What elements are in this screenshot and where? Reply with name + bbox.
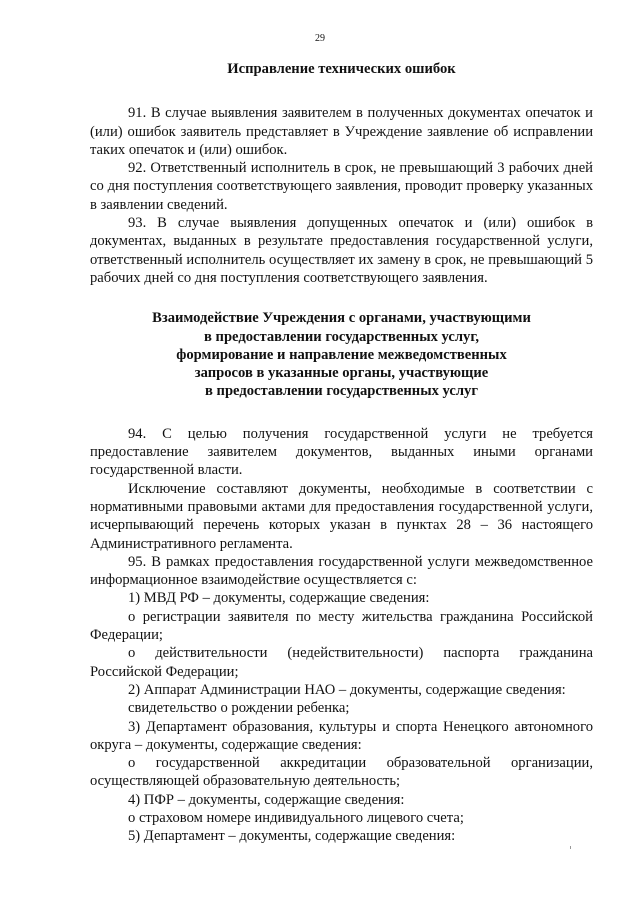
paragraph-93: 93. В случае выявления допущенных опечаток и (или) ошибок в документах, выданных в результате предоставления государственной услуги, ответственный исполнитель осуществляет их замену в срок, не превышающий 5 рабочих дней со дня поступления соответствующего заявления. (90, 215, 593, 286)
section-title-technical-errors: Исправление технических ошибок (227, 61, 456, 77)
paragraph-94: 94. С целью получения государственной услуги не требуется предоставление заявителем документов, выданных иными органами государственной власти. (90, 425, 593, 479)
list-subitem: о действительности (недействительности) паспорта гражданина Российской Федерации; (90, 645, 593, 680)
list-subitem: о страховом номере индивидуального лицевого счета; (128, 809, 464, 826)
paragraph-95: 95. В рамках предоставления государственной услуги межведомственное информационное взаимодействие осуществляется с: (90, 553, 593, 589)
page-number: 29 (315, 33, 325, 44)
paragraph-exception: Исключение составляют документы, необходимые в соответствии с нормативными правовыми актами для предоставления государственной услуги, исчерпывающий перечень которых указан в пунктах 28 – 36 настоящего Административного регламента. (90, 480, 593, 552)
section-title-line: формирование и направление межведомственных (176, 346, 507, 363)
page-body (90, 56, 593, 846)
list-item-department: 5) Департамент – документы, содержащие сведения: (128, 828, 456, 845)
paragraph-92: 92. Ответственный исполнитель в срок, не превышающий 3 рабочих дней со дня поступления соответствующего заявления, проводит проверку указанных в заявлении сведений. (90, 160, 593, 213)
section-title-line: в предоставлении государственных услуг (205, 383, 478, 400)
list-subitem: свидетельство о рождении ребенка; (128, 700, 350, 717)
list-item-mvd: 1) МВД РФ – документы, содержащие сведения: (128, 590, 430, 607)
list-item-apparat: 2) Аппарат Администрации НАО – документы, содержащие сведения: (128, 681, 566, 698)
paragraph-91: 91. В случае выявления заявителем в полученных документах опечаток и (или) ошибок заявитель представляет в Учреждение заявление об исправлении таких опечаток и (или) ошибок. (90, 105, 593, 158)
list-subitem: о регистрации заявителя по месту жительства гражданина Российской Федерации; (90, 608, 593, 644)
section-title-interaction (90, 309, 593, 400)
list-subitem: о государственной аккредитации образовательной организации, осуществляющей образовательную деятельность; (90, 755, 593, 790)
list-item-department-education: 3) Департамент образования, культуры и спорта Ненецкого автономного округа – документы, содержащие сведения: (90, 718, 593, 753)
list-item-pfr: 4) ПФР – документы, содержащие сведения: (128, 791, 405, 808)
scan-mark (570, 846, 571, 849)
section-title-line: запросов в указанные органы, участвующие (194, 365, 489, 382)
section-title-line: в предоставлении государственных услуг, (204, 328, 479, 345)
section-title-line: Взаимодействие Учреждения с органами, участвующими (152, 310, 531, 327)
